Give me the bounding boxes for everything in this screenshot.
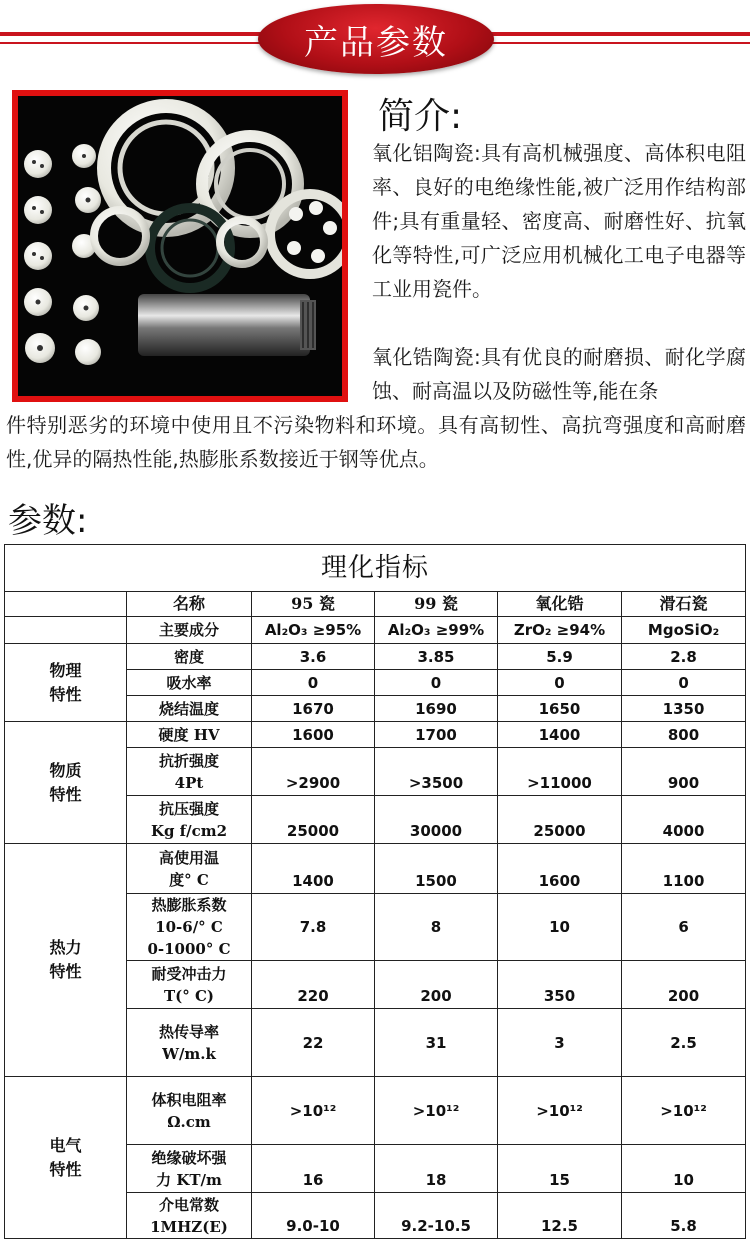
column-header: 名称 — [127, 592, 252, 617]
property-label: 介电常数 1MHZ(E) — [127, 1193, 252, 1239]
property-label: 抗压强度 Kg f/cm2 — [127, 796, 252, 844]
property-label: 绝缘破坏强 力 KT/m — [127, 1145, 252, 1193]
banner-title-badge — [258, 4, 494, 74]
table-cell: 3 — [498, 1009, 622, 1077]
property-label: 硬度 HV — [127, 722, 252, 748]
table-cell: 18 — [375, 1145, 498, 1193]
table-cell: 2.8 — [622, 644, 746, 670]
table-cell: 31 — [375, 1009, 498, 1077]
table-cell: MgoSiO₂ — [622, 617, 746, 644]
table-cell: 5.8 — [622, 1193, 746, 1239]
table-cell: 6 — [622, 894, 746, 961]
table-cell: Al₂O₃ ≥95% — [252, 617, 375, 644]
property-label: 主要成分 — [127, 617, 252, 644]
table-cell: 1650 — [498, 696, 622, 722]
table-cell: 1350 — [622, 696, 746, 722]
table-cell: 0 — [622, 670, 746, 696]
table-row — [5, 844, 746, 894]
table-cell: 1100 — [622, 844, 746, 894]
table-cell: >10¹² — [375, 1077, 498, 1145]
intro-paragraph-zirconia-rest: 件特别恶劣的环境中使用且不污染物料和环境。具有高韧性、高抗弯强度和高耐磨性,优异的隔热性能,热膨胀系数接近于钢等优点。 — [6, 413, 746, 471]
property-label: 烧结温度 — [127, 696, 252, 722]
table-cell: 25000 — [252, 796, 375, 844]
table-cell: 30000 — [375, 796, 498, 844]
table-cell: 1500 — [375, 844, 498, 894]
header-blank — [5, 592, 127, 617]
property-label: 耐受冲击力 T(° C) — [127, 961, 252, 1009]
property-label: 热传导率 W/m.k — [127, 1009, 252, 1077]
table-cell: 15 — [498, 1145, 622, 1193]
intro-paragraph-zirconia-start: 氧化锆陶瓷:具有优良的耐磨损、耐化学腐蚀、耐高温以及防磁性等,能在条 — [372, 345, 746, 403]
table-cell: 9.0-10 — [252, 1193, 375, 1239]
table-cell: 800 — [622, 722, 746, 748]
table-cell: Al₂O₃ ≥99% — [375, 617, 498, 644]
property-label: 热膨胀系数 10-6/° C 0-1000° C — [127, 894, 252, 961]
property-label: 密度 — [127, 644, 252, 670]
column-header: 99 瓷 — [375, 592, 498, 617]
table-cell: 1670 — [252, 696, 375, 722]
property-label: 吸水率 — [127, 670, 252, 696]
table-cell: 9.2-10.5 — [375, 1193, 498, 1239]
group-label: 热力 特性 — [5, 844, 127, 1077]
table-cell: >10¹² — [252, 1077, 375, 1145]
table-cell: 10 — [622, 1145, 746, 1193]
table-cell: >10¹² — [498, 1077, 622, 1145]
table-cell: 1690 — [375, 696, 498, 722]
table-row — [5, 644, 746, 670]
column-header: 滑石瓷 — [622, 592, 746, 617]
params-heading: 参数: — [8, 501, 88, 541]
table-cell: 350 — [498, 961, 622, 1009]
table-cell: 2.5 — [622, 1009, 746, 1077]
table-cell: 1700 — [375, 722, 498, 748]
table-cell: 7.8 — [252, 894, 375, 961]
table-cell: 16 — [252, 1145, 375, 1193]
spec-table — [4, 544, 746, 1239]
table-cell: 220 — [252, 961, 375, 1009]
group-label: 电气 特性 — [5, 1077, 127, 1239]
table-cell: 22 — [252, 1009, 375, 1077]
table-caption: 理化指标 — [5, 545, 746, 592]
table-cell: >10¹² — [622, 1077, 746, 1145]
table-caption-row — [5, 545, 746, 592]
banner-title: 产品参数 — [304, 22, 448, 63]
table-cell: 0 — [252, 670, 375, 696]
table-row — [5, 1077, 746, 1145]
table-row — [5, 617, 746, 644]
group-label: 物质 特性 — [5, 722, 127, 844]
table-cell: >3500 — [375, 748, 498, 796]
spec-table-wrapper — [4, 544, 745, 1239]
property-label: 体积电阻率 Ω.cm — [127, 1077, 252, 1145]
column-header: 95 瓷 — [252, 592, 375, 617]
table-cell: 5.9 — [498, 644, 622, 670]
table-cell: 0 — [375, 670, 498, 696]
intro-paragraph-alumina: 氧化铝陶瓷:具有高机械强度、高体积电阻率、良好的电绝缘性能,被广泛用作结构部件;具有重量轻、密度高、耐磨性好、抗氧化等特性,可广泛应用机械化工电子电器等工业用瓷件。 — [372, 141, 746, 301]
group-blank — [5, 617, 127, 644]
column-header: 氧化锆 — [498, 592, 622, 617]
table-cell: 8 — [375, 894, 498, 961]
property-label: 高使用温 度° C — [127, 844, 252, 894]
table-cell: 900 — [622, 748, 746, 796]
table-cell: 3.85 — [375, 644, 498, 670]
table-cell: 0 — [498, 670, 622, 696]
table-cell: ZrO₂ ≥94% — [498, 617, 622, 644]
table-cell: 12.5 — [498, 1193, 622, 1239]
table-cell: >11000 — [498, 748, 622, 796]
table-cell: >2900 — [252, 748, 375, 796]
table-cell: 200 — [375, 961, 498, 1009]
product-photo — [12, 90, 348, 402]
ceramic-parts-illustration — [18, 96, 342, 396]
table-cell: 3.6 — [252, 644, 375, 670]
table-cell: 1400 — [498, 722, 622, 748]
table-cell: 1400 — [252, 844, 375, 894]
property-label: 抗折强度 4Pt — [127, 748, 252, 796]
table-cell: 25000 — [498, 796, 622, 844]
table-cell: 1600 — [252, 722, 375, 748]
table-row — [5, 722, 746, 748]
header-banner — [0, 0, 750, 80]
table-cell: 200 — [622, 961, 746, 1009]
table-cell: 4000 — [622, 796, 746, 844]
group-label: 物理 特性 — [5, 644, 127, 722]
intro-heading: 简介: — [378, 96, 463, 137]
table-cell: 1600 — [498, 844, 622, 894]
table-header-row — [5, 592, 746, 617]
table-cell: 10 — [498, 894, 622, 961]
